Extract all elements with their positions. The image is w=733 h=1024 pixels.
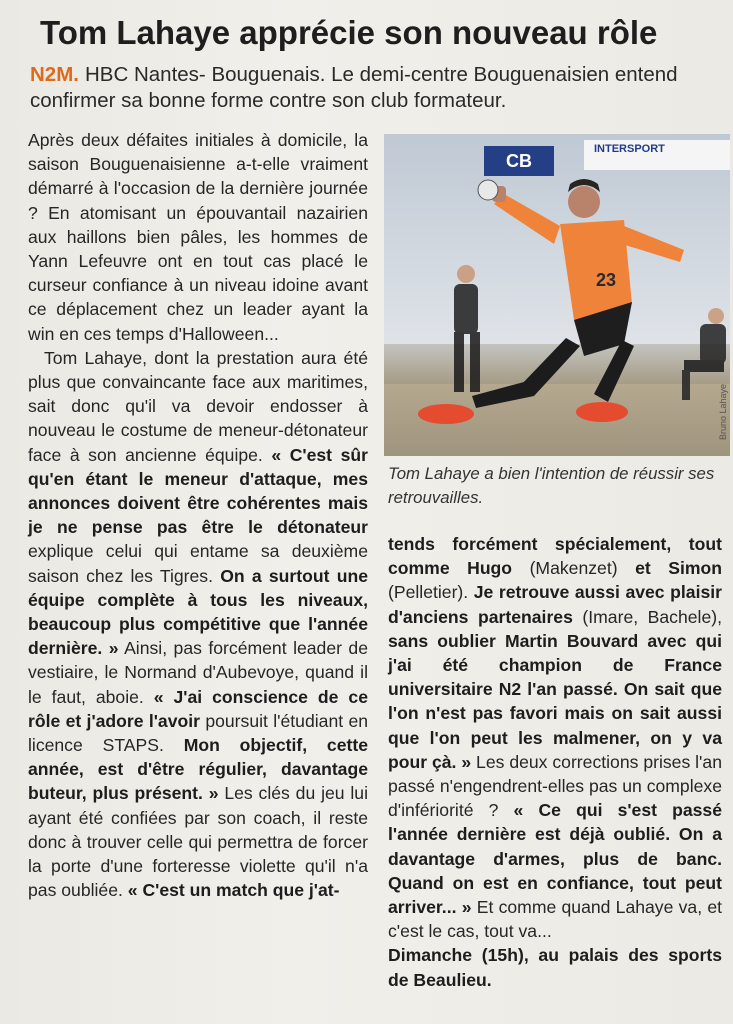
- jersey-number: 23: [596, 270, 617, 290]
- text-run: poursuit l'étudiant en licence STAPS.: [28, 710, 369, 756]
- article-photo: [384, 134, 730, 456]
- left-column: [28, 128, 368, 903]
- lead-text: HBC Nantes- Bouguenais. Le demi-centre Bouguenaisien entend confirmer sa bonne forme contre son club formateur.: [30, 63, 678, 112]
- paragraph-3: [388, 532, 722, 943]
- photo-caption: Tom Lahaye a bien l'intention de réussir ses retrouvailles.: [388, 464, 715, 507]
- text-run: Les deux corrections prises l'an passé n'engendrent-elles pas un complexe d'infériorité ?: [388, 751, 722, 821]
- quote-run: « C'est un match que j'at-: [127, 880, 340, 901]
- handball-player-illustration: [384, 134, 730, 456]
- text-run: Tom Lahaye, dont la prestation aura été plus que convaincante face aux maritimes, sait donc qu'il va devoir endosser à nouveau le costume de meneur-détonateur face à son ancienne équipe.: [28, 347, 368, 465]
- quote-run: On a surtout une équipe complète à tous les niveaux, beaucoup plus compétitive que l'année dernière. »: [28, 565, 368, 659]
- text-run: Et comme quand Lahaye va, et c'est le cas, tout va...: [388, 897, 722, 942]
- text-run: (Makenzet): [512, 558, 636, 579]
- quote-run: Je retrouve aussi avec plaisir d'anciens partenaires: [388, 582, 722, 627]
- quote-run: « J'ai conscience de ce rôle et j'adore l'avoir: [28, 686, 368, 731]
- text-run: Les clés du jeu lui ayant été confiées par son coach, il reste donc à trouver celle qui permettra de forcer la porte d'une forteresse violette qu'il n'a pas oubliée.: [28, 783, 368, 901]
- quote-run: tends forcément spécialement, tout comme Hugo: [388, 534, 722, 579]
- quote-run: « C'est sûr qu'en étant le meneur d'attaque, mes annonces doivent être cohérentes mais je ne pense pas être le détonateur: [28, 444, 368, 538]
- photo-credit: Bruno Lahaye: [718, 384, 728, 441]
- quote-run: et Simon: [635, 558, 722, 579]
- text-run: (Imare, Bachele),: [572, 606, 722, 627]
- photo-banner: CB: [484, 146, 554, 176]
- article-title: Tom Lahaye apprécie son nouveau rôle: [40, 14, 658, 51]
- paragraph-2: [28, 346, 368, 903]
- background-player-left: [454, 265, 480, 392]
- quote-run: Mon objectif, cette année, est d'être régulier, davantage buteur, plus présent. »: [28, 735, 368, 804]
- text-run: Ainsi, pas forcément leader de vestiaire, le Normand d'Aubevoye, quand il le faut, aboie.: [28, 638, 369, 707]
- right-column: [388, 532, 722, 992]
- league-tag: N2M.: [30, 63, 79, 86]
- quote-run: sans oublier Martin Bouvard avec qui j'ai été champion de France universitaire N2 l'an passé. On sait que l'on n'est pas favori mais on sait aussi que l'on peut les malmener, on y va pour çà. »: [388, 630, 722, 772]
- article-lead: [30, 62, 720, 114]
- quote-run: « Ce qui s'est passé l'année dernière est déjà oublié. On a davantage d'armes, plus de banc. Quand on est en confiance, tout peut arriver... »: [388, 800, 722, 918]
- text-run: (Pelletier).: [388, 582, 474, 603]
- event-info: Dimanche (15h), au palais des sports de Beaulieu.: [388, 945, 722, 990]
- photo-sponsor: INTERSPORT: [584, 140, 730, 170]
- paragraph-1: Après deux défaites initiales à domicile, la saison Bouguenaisienne a-t-elle vraiment démarré à l'occasion de la dernière journée ? En atomisant un épouvantail nazairien aux haillons bien pâles, les hommes de Yann Lefeuvre ont en tout cas placé le curseur confiance à un niveau idoine avant ce déplacement chez un leader ayant la win en ces temps d'Halloween...: [28, 130, 368, 344]
- text-run: explique celui qui entame sa deuxième saison chez les Tigres.: [28, 541, 368, 586]
